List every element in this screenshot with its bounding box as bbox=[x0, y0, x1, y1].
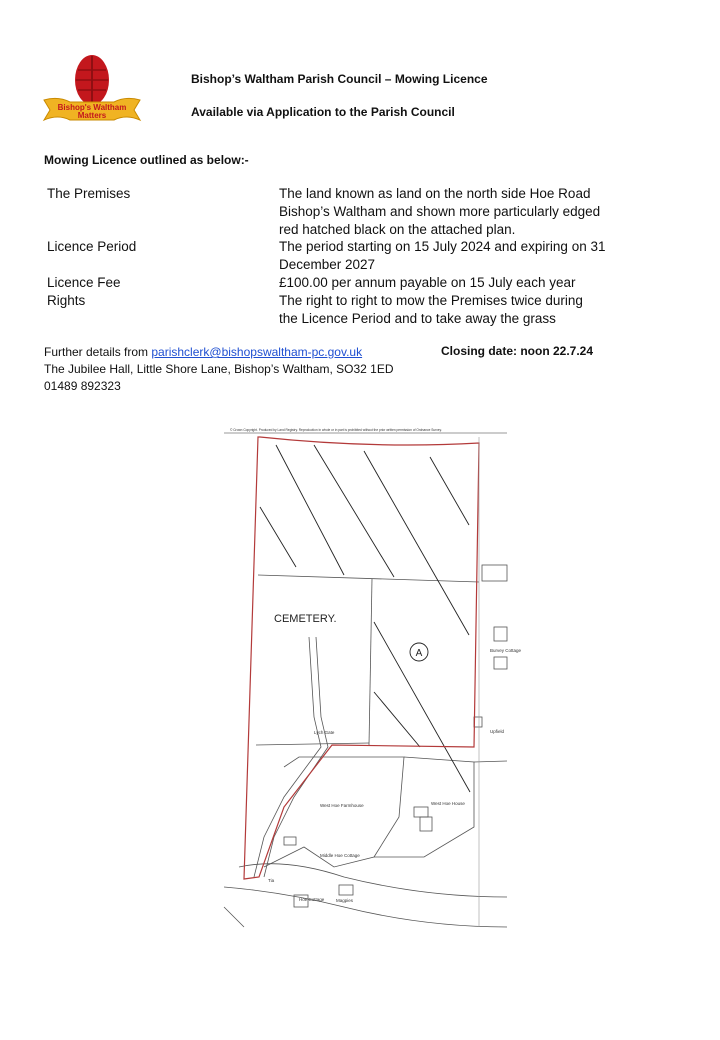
term-row-fee bbox=[47, 274, 627, 292]
parish-logo bbox=[40, 52, 144, 132]
address: The Jubilee Hall, Little Shore Lane, Bishop’s Waltham, SO32 1ED bbox=[44, 362, 394, 376]
page-title: Bishop’s Waltham Parish Council – Mowing Licence bbox=[191, 72, 488, 86]
intro-heading: Mowing Licence outlined as below:- bbox=[44, 153, 249, 167]
map-label: Middle Hoe Cottage bbox=[320, 853, 360, 858]
term-row-rights bbox=[47, 292, 627, 328]
term-row-premises bbox=[47, 185, 627, 239]
map-label: Hoe Cottage bbox=[299, 897, 325, 902]
cemetery-label: CEMETERY. bbox=[274, 613, 337, 625]
map-label: West Hoe House bbox=[431, 801, 465, 806]
svg-text:Matters: Matters bbox=[77, 111, 107, 120]
term-label: The Premises bbox=[47, 186, 131, 201]
term-value: The period starting on 15 July 2024 and expiring on 31 December 2027 bbox=[279, 239, 606, 272]
map-copyright: © Crown Copyright. Produced by Land Registry. Reproduction in whole or in part is prohibited without the prior written permission of Ordnance Survey. bbox=[230, 428, 442, 432]
map-label: Magpies bbox=[336, 898, 354, 903]
term-label: Rights bbox=[47, 293, 86, 308]
contact-details: Further details from parishclerk@bishopswaltham-pc.gov.uk The Jubilee Hall, Little Shore Lane, Bishop’s Waltham, SO32 1ED 01489 892323 bbox=[44, 345, 394, 393]
site-plan-map bbox=[224, 427, 522, 933]
page-subtitle: Available via Application to the Parish Council bbox=[191, 105, 455, 119]
term-row-period bbox=[47, 238, 627, 274]
map-label: Upfield bbox=[490, 729, 505, 734]
plot-label: A bbox=[415, 648, 423, 659]
term-value: The land known as land on the north side Hoe Road Bishop’s Waltham and shown more particularly edged red hatched black on the attached plan. bbox=[279, 186, 601, 237]
term-value: The right to right to mow the Premises twice during the Licence Period and to take away the grass bbox=[279, 293, 583, 326]
phone: 01489 892323 bbox=[44, 379, 121, 393]
map-label: West Hoe Farmhouse bbox=[320, 803, 364, 808]
map-label: Tia bbox=[268, 878, 275, 883]
map-label: Lych Gate bbox=[314, 730, 335, 735]
licence-boundary bbox=[244, 437, 479, 879]
term-label: Licence Period bbox=[47, 239, 137, 254]
svg-text:Bishop's Waltham: Bishop's Waltham bbox=[57, 103, 127, 112]
map-label: Burvey Cottage bbox=[490, 648, 522, 653]
email-link[interactable]: parishclerk@bishopswaltham-pc.gov.uk bbox=[151, 345, 363, 359]
term-label: Licence Fee bbox=[47, 275, 121, 290]
term-value: £100.00 per annum payable on 15 July each year bbox=[279, 275, 576, 290]
closing-date: Closing date: noon 22.7.24 bbox=[441, 344, 594, 358]
